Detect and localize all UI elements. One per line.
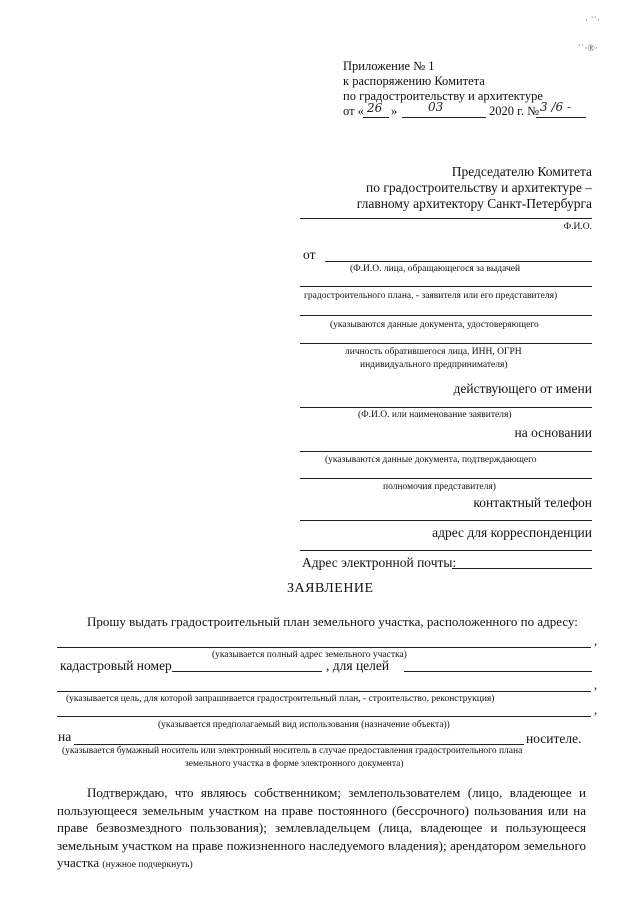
acting-line [300,407,592,408]
basis-label: на основании [514,425,592,440]
annex-number-handwritten: 3 /6 - [540,100,571,114]
purpose-line-2 [57,691,591,692]
from-label: от [303,247,316,262]
annex-number: Приложение № 1 [343,59,435,73]
hint-applicant-5: индивидуального предпринимателя) [360,360,508,370]
scan-mark-bottom: ´˙·®· [578,44,598,54]
annex-date-prefix: от « [343,104,364,118]
annex-committee: по градостроительству и архитектуре [343,89,543,103]
purpose-comma: , [594,678,598,692]
cadastral-label: кадастровый номер [60,658,172,673]
address-label: адрес для корреспонденции [432,525,592,540]
hint-applicant-1: (Ф.И.О. лица, обращающегося за выдачей [350,264,521,274]
addressee-fio-line [300,218,592,219]
cadastral-line [172,671,322,672]
hint-basis-1: (указываются данные документа, подтверждающего [325,455,537,465]
scan-mark-top: · ˙´· [585,16,601,26]
address-field-comma: , [594,634,598,648]
purpose-line [404,671,592,672]
phone-line [300,520,592,521]
medium-line [74,744,524,745]
annex-day-handwritten: 26 [367,101,383,115]
annex-order: к распоряжению Комитета [343,74,485,88]
request-text: Прошу выдать градостроительный план земельного участка, расположенного по адресу: [87,614,578,629]
hint-basis-2: полномочия представителя) [383,482,496,492]
hint-applicant-2: градостроительного плана, - заявителя или его представителя) [304,291,558,301]
annex-number-line [536,117,586,118]
hint-use: (указывается предполагаемый вид использования (назначение объекта)) [158,720,450,730]
confirm-paragraph [57,784,586,875]
applicant-line-4 [300,343,592,344]
medium-on-label: на [58,729,72,744]
annex-year-number: 2020 г. № [489,104,540,118]
addressee-fio-label: Ф.И.О. [563,222,592,232]
medium-label: носителе. [526,731,582,746]
hint-medium-1: (указывается бумажный носитель или электронный носитель в случае предоставления градостроительного плана [62,746,523,756]
hint-medium-2: земельного участка в форме электронного документа) [185,759,404,769]
address-line [300,550,592,551]
hint-applicant-4: личность обратившегося лица, ИНН, ОГРН [345,347,522,357]
annex-month-line [402,117,486,118]
address-field-line [57,647,591,648]
annex-day-line [363,117,389,118]
basis-line [300,451,592,452]
addressee-line3: главному архитектору Санкт-Петербурга [356,196,592,211]
hint-purpose: (указывается цель, для которой запрашивается градостроительный план, - строительство, реконструкция) [66,694,495,704]
phone-label: контактный телефон [473,495,592,510]
confirm-text: Подтверждаю, что являюсь собственником; землепользователем (лицо, владеющее и пользующееся земельным участком на праве постоянного (бессрочного) пользования или на праве безвозмездного пользования); землевладельцем (лица, владеющее и пользующееся земельным участком на праве пожизненного наследуемого владения); арендатором земельного участка [57,785,586,870]
purpose-label: , для целей [326,658,390,673]
use-comma: , [594,703,598,717]
confirm-note: (нужное подчеркнуть) [102,860,193,870]
hint-applicant-3: (указываются данные документа, удостоверяющего [330,320,539,330]
from-line [325,261,592,262]
basis-line-2 [300,478,592,479]
annex-month-handwritten: 03 [428,100,444,114]
applicant-line-2 [300,286,592,287]
annex-date-sep: » [391,104,398,118]
page-title: ЗАЯВЛЕНИЕ [287,581,374,596]
email-line [452,568,592,569]
applicant-line-3 [300,315,592,316]
acting-label: действующего от имени [453,381,592,396]
hint-address: (указывается полный адрес земельного участка) [212,650,407,660]
hint-acting: (Ф.И.О. или наименование заявителя) [358,410,512,420]
email-label: Адрес электронной почты: [302,555,457,570]
addressee-line1: Председателю Комитета [451,164,592,179]
addressee-line2: по градостроительству и архитектуре – [365,180,592,195]
use-line [57,716,591,717]
